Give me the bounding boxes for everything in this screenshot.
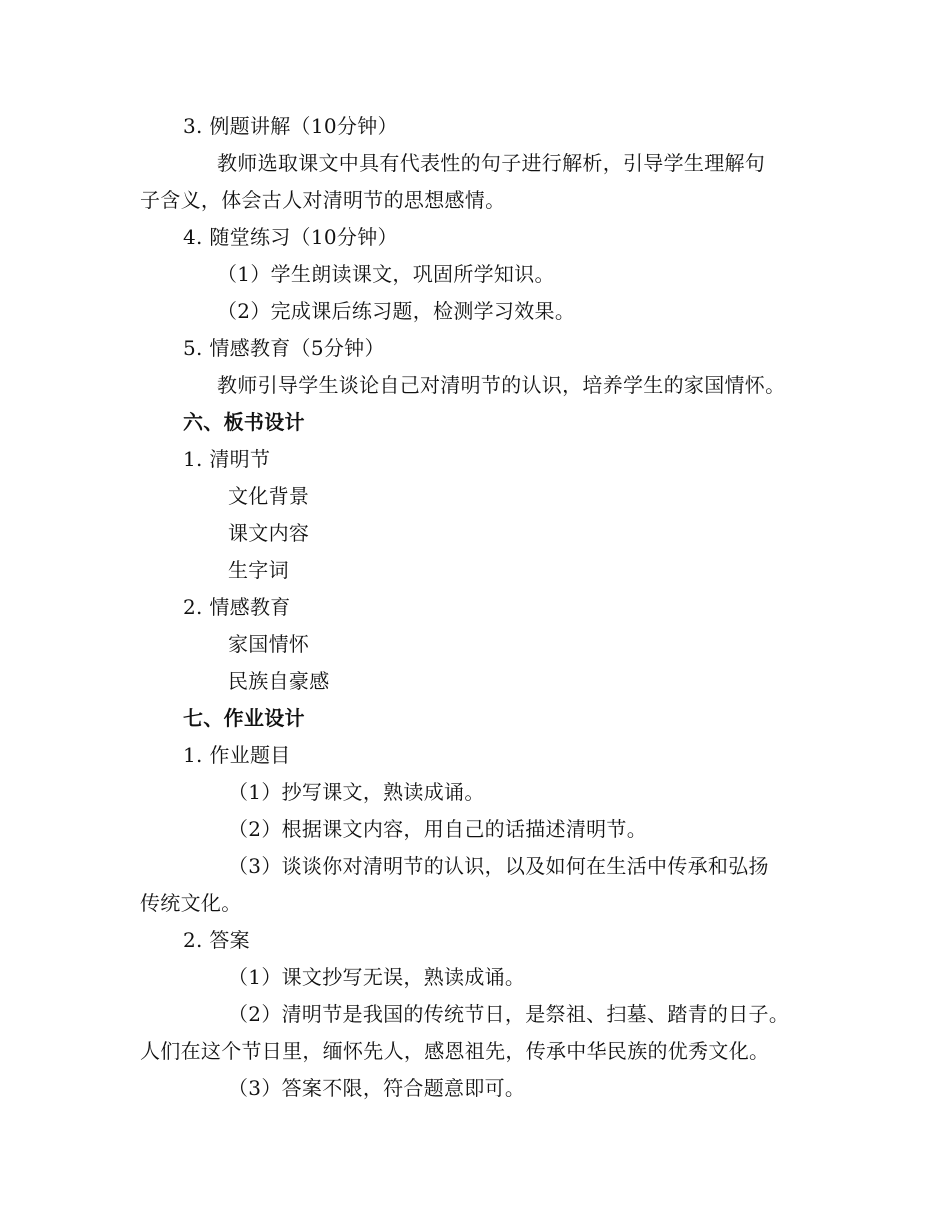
board-item: 2. 情感教育 (183, 595, 291, 619)
step-heading-example: 3. 例题讲解（10分钟） (183, 114, 398, 138)
homework-item: 1. 作业题目 (183, 743, 291, 767)
step-heading-practice: 4. 随堂练习（10分钟） (183, 225, 398, 249)
board-subitem: 课文内容 (228, 521, 310, 545)
step-heading-emotion: 5. 情感教育（5分钟） (183, 336, 385, 360)
list-item: （2）清明节是我国的传统节日，是祭祖、扫墓、踏青的日子。 (228, 1002, 790, 1026)
board-subitem: 文化背景 (228, 484, 310, 508)
list-item: （1）课文抄写无误，熟读成诵。 (228, 965, 526, 989)
board-subitem: 家国情怀 (228, 632, 310, 656)
list-item: （2）根据课文内容，用自己的话描述清明节。 (228, 817, 648, 841)
section-heading-homework: 七、作业设计 (183, 706, 305, 730)
paragraph-line: 传统文化。 (140, 891, 242, 915)
section-heading-board-design: 六、板书设计 (183, 410, 305, 434)
homework-item: 2. 答案 (183, 928, 250, 952)
list-item: （3）谈谈你对清明节的认识，以及如何在生活中传承和弘扬 (228, 854, 769, 878)
list-item: （3）答案不限，符合题意即可。 (228, 1076, 526, 1100)
list-item: （1）学生朗读课文，巩固所学知识。 (217, 262, 555, 286)
paragraph-line: 教师引导学生谈论自己对清明节的认识，培养学生的家国情怀。 (217, 373, 786, 397)
board-subitem: 民族自豪感 (228, 669, 330, 693)
list-item: （2）完成课后练习题，检测学习效果。 (217, 299, 576, 323)
board-item: 1. 清明节 (183, 447, 271, 471)
paragraph-line: 人们在这个节日里，缅怀先人，感恩祖先，传承中华民族的优秀文化。 (140, 1039, 770, 1063)
list-item: （1）抄写课文，熟读成诵。 (228, 780, 485, 804)
paragraph-line: 子含义，体会古人对清明节的思想感情。 (140, 188, 506, 212)
board-subitem: 生字词 (228, 558, 289, 582)
paragraph-line: 教师选取课文中具有代表性的句子进行解析，引导学生理解句 (217, 151, 766, 175)
